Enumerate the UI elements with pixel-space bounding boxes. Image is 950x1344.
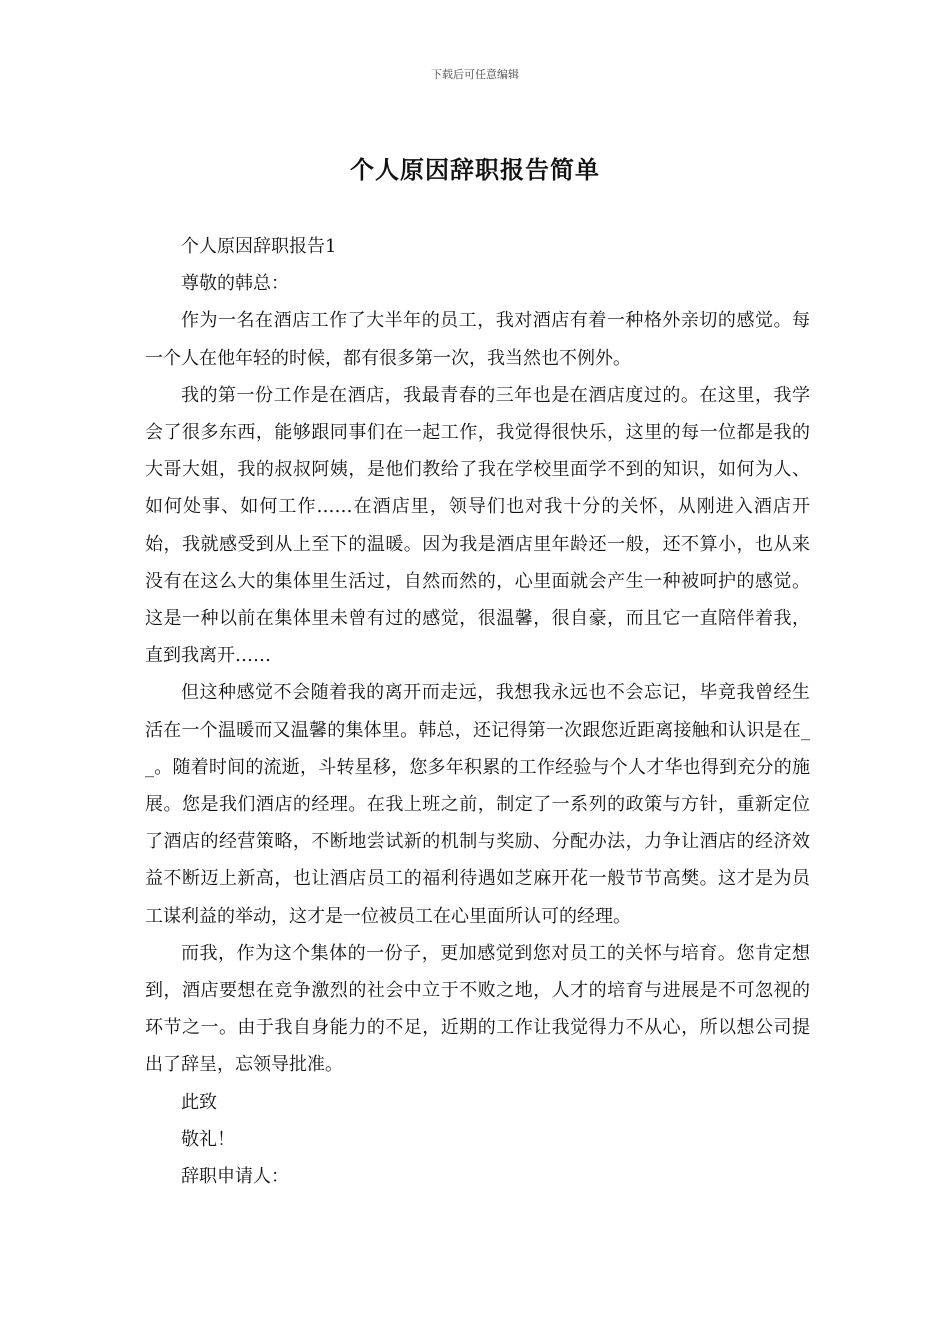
closing-regards: 敬礼！ bbox=[181, 1128, 235, 1150]
body-paragraph: 但这种感觉不会随着我的离开而走远，我想我永远也不会忘记，毕竟我曾经生活在一个温暖而又温馨的集体里。韩总，还记得第一次跟您近距离接触和认识是在__。随着时间的流逝，斗转星移，您多年积累的工作经验与个人才华也得到充分的施展。您是我们酒店的经理。在我上班之前，制定了一系列的政策与方针，重新定位了酒店的经营策略，不断地尝试新的机制与奖励、分配办法，力争让酒店的经济效益不断迈上新高，也让酒店员工的福利待遇如芝麻开花一般节节高樊。这才是为员工谋利益的举动，这才是一位被员工在心里面所认可的经理。 bbox=[145, 682, 810, 927]
salutation: 尊敬的韩总： bbox=[181, 273, 289, 295]
body-paragraph: 我的第一份工作是在酒店，我最青春的三年也是在酒店度过的。在这里，我学会了很多东西，能够跟同事们在一起工作，我觉得很快乐，这里的每一位都是我的大哥大姐，我的叔叔阿姨，是他们教给了我在学校里面学不到的知识，如何为人、如何处事、如何工作……在酒店里，领导们也对我十分的关怀，从刚进入酒店开始，我就感受到从上至下的温暖。因为我是酒店里年龄还一般，还不算小，也从来没有在这么大的集体里生活过，自然而然的，心里面就会产生一种被呵护的感觉。这是一种以前在集体里未曾有过的感觉，很温馨，很自豪，而且它一直陪伴着我，直到我离开…… bbox=[145, 384, 810, 667]
document-body bbox=[145, 228, 810, 1195]
body-paragraph: 而我，作为这个集体的一份子，更加感觉到您对员工的关怀与培育。您肯定想到，酒店要想在竞争激烈的社会中立于不败之地，人才的培育与进展是不可忽视的环节之一。由于我自身能力的不足，近期的工作让我觉得力不从心，所以想公司提出了辞呈，忘领导批准。 bbox=[145, 942, 810, 1076]
closing-line: 此致 bbox=[181, 1091, 217, 1113]
body-paragraph: 作为一名在酒店工作了大半年的员工，我对酒店有着一种格外亲切的感觉。每一个人在他年轻的时候，都有很多第一次，我当然也不例外。 bbox=[145, 310, 810, 369]
document-title: 个人原因辞职报告简单 bbox=[350, 155, 600, 184]
signature-line: 辞职申请人： bbox=[181, 1166, 289, 1188]
section-heading: 个人原因辞职报告1 bbox=[181, 236, 337, 257]
header-note: 下载后可任意编辑 bbox=[431, 68, 519, 81]
